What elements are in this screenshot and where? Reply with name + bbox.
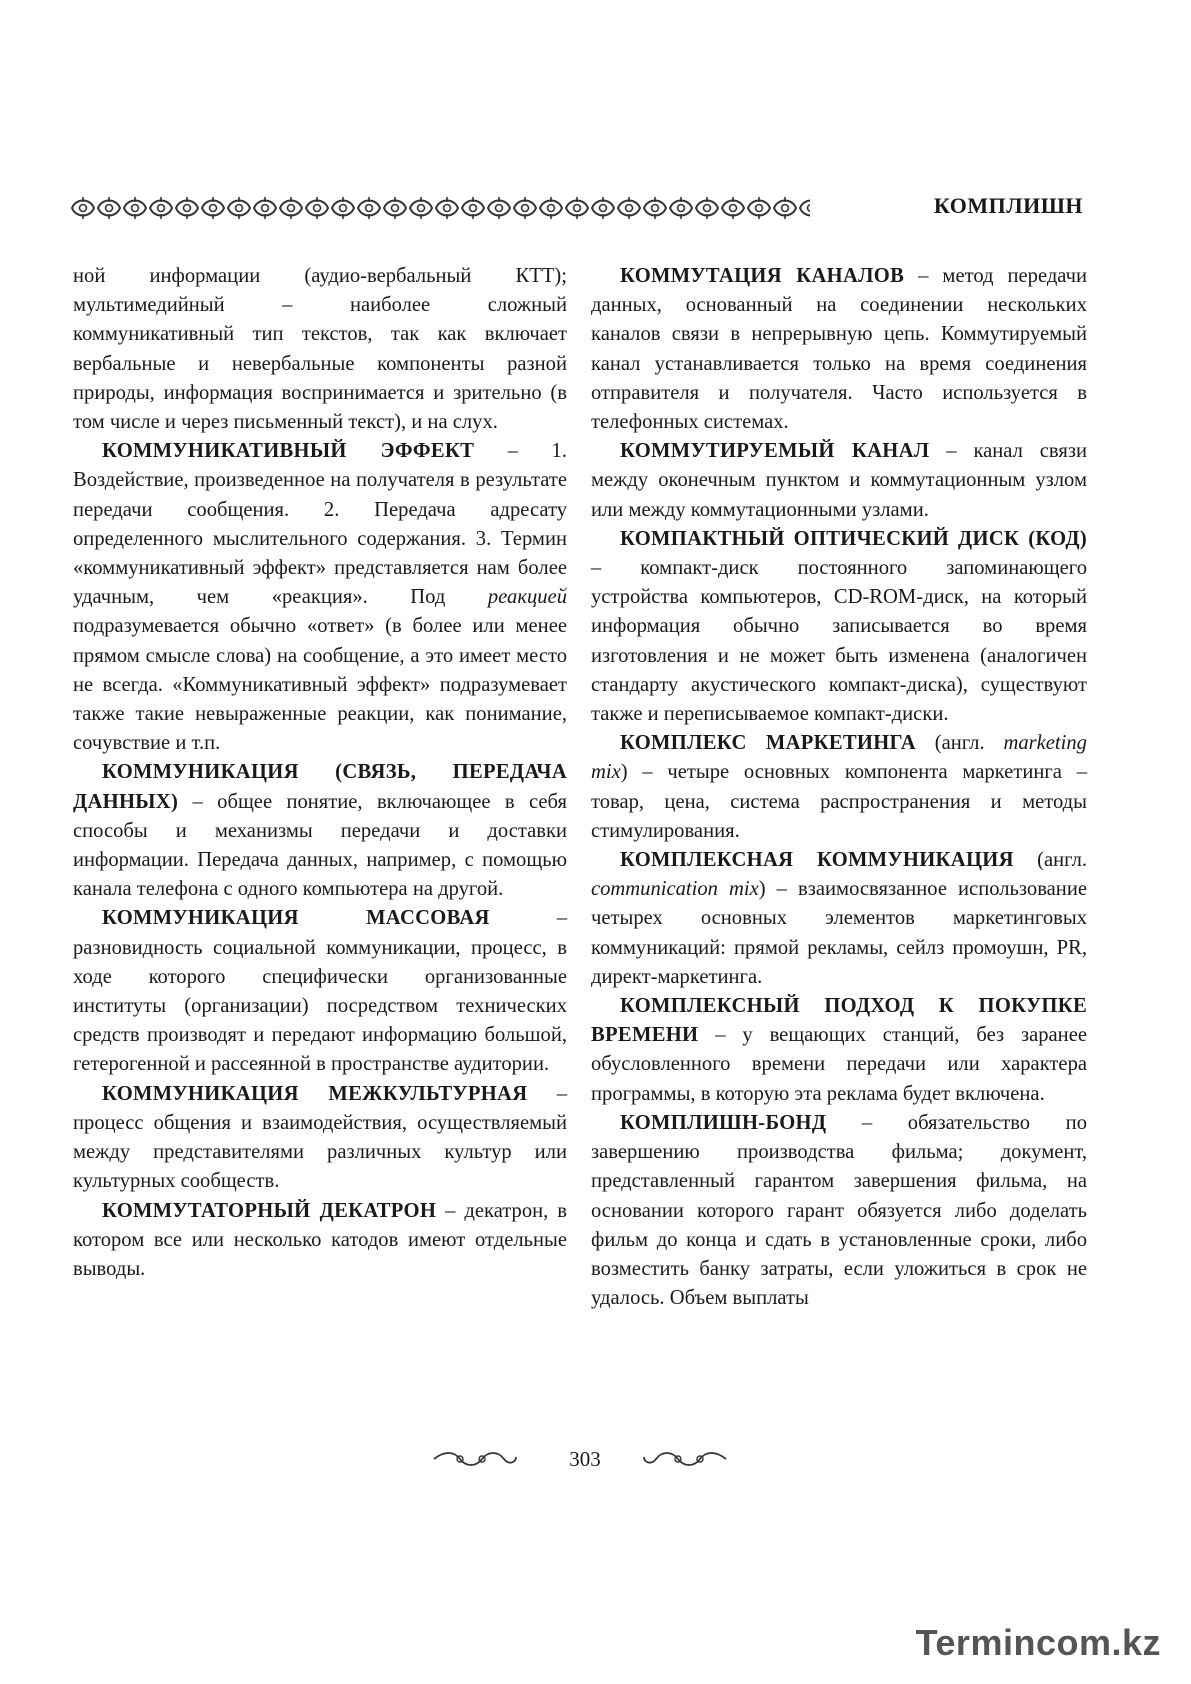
- entry-text: – процесс общения и взаимодействия, осуществляемый между представителями различных культур или культурных сообществ.: [73, 1082, 567, 1193]
- dictionary-entry: [591, 846, 1087, 992]
- entry-text: – 1. Воздействие, произведенное на получателя в результате передачи сообщения. 2. Передача адресату определенного мыслительного содержания. 3. Термин «коммуникативный эффект» представляется нам более удачным, чем «реакция». Под: [73, 440, 567, 609]
- entry-term: КОМПЛИШН-БОНД: [620, 1111, 827, 1134]
- entry-italic: communication mix: [591, 878, 759, 901]
- entry-term: КОММУНИКАТИВНЫЙ ЭФФЕКТ: [102, 440, 475, 463]
- dictionary-entry: [591, 437, 1087, 525]
- right-column: [591, 262, 1087, 1313]
- site-watermark: Termincom.kz: [915, 1622, 1161, 1663]
- entry-term: КОММУТИРУЕМЫЙ КАНАЛ: [620, 440, 930, 463]
- header-ornament: [70, 195, 810, 221]
- dictionary-entry: [73, 758, 567, 904]
- entry-text: – декатрон, в котором все или несколько катодов имеют отдельные выводы.: [73, 1199, 567, 1280]
- entry-text: – компакт-диск постоянного запоминающего устройства компьютеров, CD-ROM-диск, на который информация обычно записывается во время изготовления и не может быть изменена (аналогичен стандарту акустического компакт-диска), существуют также и переписываемое компакт-диски.: [591, 557, 1087, 726]
- dictionary-entry: [591, 1109, 1087, 1313]
- entry-term: КОМПЛЕКСНАЯ КОММУНИКАЦИЯ: [620, 849, 1014, 872]
- entry-term: КОМПЛЕКС МАРКЕТИНГА: [620, 732, 916, 755]
- left-column: [73, 262, 567, 1284]
- entry-term: КОММУНИКАЦИЯ (СВЯЗЬ, ПЕРЕДАЧА ДАННЫХ): [73, 761, 567, 813]
- footer-ornament-left: [430, 1447, 520, 1471]
- entry-term: КОММУНИКАЦИЯ МЕЖКУЛЬТУРНАЯ: [102, 1082, 528, 1105]
- continuation-paragraph: ной информации (аудио-вербальный КТТ); мультимедийный – наиболее сложный коммуникативный тип текстов, так как включает вербальные и невербальные компоненты разной природы, информация воспринимается и зрительно (в том числе и через письменный текст), и на слух.: [73, 265, 567, 434]
- dictionary-entry: [591, 525, 1087, 729]
- entry-text: – обязательство по завершению производства фильма; документ, представленный гарантом завершения фильма, на основании которого гарант обязуется либо доделать фильм до конца и сдать в установленные сроки, либо возместить банку затраты, если уложиться в срок не удалось. Объем выплаты: [591, 1111, 1087, 1310]
- running-head: КОМПЛИШН: [933, 193, 1083, 218]
- entry-text: – у вещающих станций, без заранее обусловленного времени передачи или характера программы, в которую эта реклама будет включена.: [591, 1024, 1087, 1105]
- dictionary-entry: [73, 904, 567, 1079]
- entry-text: (англ.: [1013, 849, 1087, 872]
- entry-text: – общее понятие, включающее в себя способы и механизмы передачи и доставки информации. Передача данных, например, с помощью канала телефона с одного компьютера на другой.: [73, 790, 567, 901]
- entry-term: КОМПАКТНЫЙ ОПТИЧЕСКИЙ ДИСК (КОД): [620, 527, 1087, 550]
- entry-text: – разновидность социальной коммуникации, процесс, в ходе которого специфически организованные институты (организации) посредством технических средств производят и передают информацию большой, гетерогенной и рассеянной в пространстве аудитории.: [73, 907, 567, 1076]
- entry-term: КОМПЛЕКСНЫЙ ПОДХОД К ПОКУПКЕ ВРЕМЕНИ: [591, 995, 1087, 1047]
- entry-text: – метод передачи данных, основанный на соединении нескольких каналов связи в непрерывную цепь. Коммутируемый канал устанавливается только на время соединения отправителя и получателя. Часто используется в телефонных системах.: [591, 265, 1088, 434]
- entry-text: ) – четыре основных компонента маркетинга – товар, цена, система распространения и методы стимулирования.: [591, 761, 1087, 842]
- footer-ornament-right: [640, 1447, 730, 1471]
- dictionary-entry: [591, 992, 1087, 1109]
- entry-term: КОММУНИКАЦИЯ МАССОВАЯ: [102, 907, 490, 930]
- page-number: 303: [569, 1447, 601, 1471]
- entry-term: КОММУТАЦИЯ КАНАЛОВ: [620, 265, 905, 287]
- entry-text: подразумевается обычно «ответ» (в более или менее прямом смысле слова) на сообщение, а это имеет место не всегда. «Коммуникативный эффект» подразумевает также такие невыраженные реакции, как понимание, сочувствие и т.п.: [73, 615, 567, 755]
- entry-term: КОММУТАТОРНЫЙ ДЕКАТРОН: [102, 1199, 437, 1222]
- dictionary-entry: [591, 729, 1087, 846]
- dictionary-entry: [591, 262, 1087, 437]
- entry-text: – канал связи между оконечным пунктом и коммутационным узлом или между коммутационными узлами.: [591, 440, 1087, 521]
- dictionary-entry: [73, 1197, 567, 1285]
- entry-italic: реакцией: [487, 586, 567, 609]
- entry-text: ) – взаимосвязанное использование четырех основных элементов маркетинговых коммуникаций: прямой рекламы, сейлз промоушн, PR, директ-маркетинга.: [591, 878, 1087, 988]
- dictionary-entry: [73, 437, 567, 758]
- entry-italic: marketing mix: [591, 732, 1087, 784]
- entry-text: (англ.: [915, 732, 1004, 755]
- dictionary-entry: [73, 1080, 567, 1197]
